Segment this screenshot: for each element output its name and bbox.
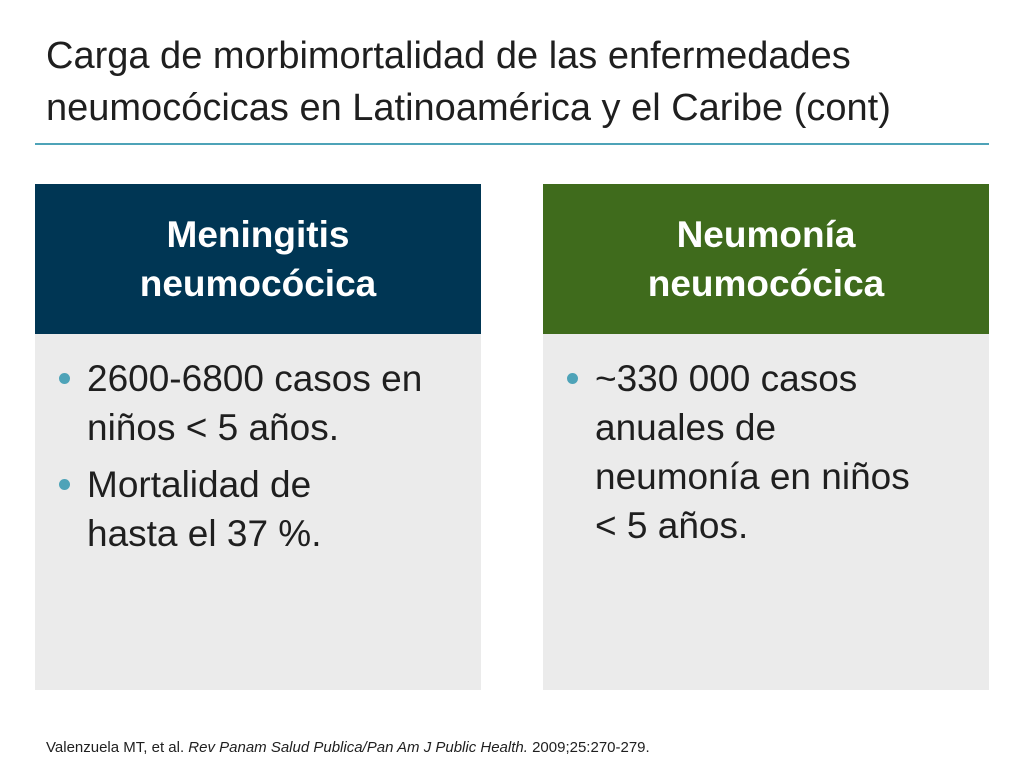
- bullet-text-line: Mortalidad de: [87, 464, 312, 505]
- pneumonia-header-line-1: Neumonía: [676, 214, 856, 255]
- bullet-text-line: ~330 000 casos: [595, 358, 858, 399]
- citation-journal: Rev Panam Salud Publica/Pan Am J Public Health.: [188, 739, 528, 756]
- pneumonia-panel-header: [543, 184, 989, 334]
- pneumonia-panel-body: [543, 334, 989, 550]
- bullet-text-line: 2600-6800 casos en: [87, 358, 423, 399]
- meningitis-header-line-2: neumocócica: [139, 263, 377, 304]
- citation-details: 2009;25:270-279.: [527, 739, 650, 756]
- bullet-item: [59, 354, 461, 452]
- citation-authors: Valenzuela MT, et al.: [46, 739, 189, 756]
- bullet-text: [87, 354, 422, 452]
- bullet-text-line: < 5 años.: [595, 505, 749, 546]
- bullet-text-line: hasta el 37 %.: [87, 513, 322, 554]
- bullet-item: [567, 354, 969, 550]
- bullet-text-line: neumonía en niños: [595, 456, 910, 497]
- pneumonia-header-line-2: neumocócica: [647, 263, 885, 304]
- slide-title-line-1: Carga de morbimortalidad de las enfermedades: [46, 35, 851, 77]
- bullet-text: [595, 354, 910, 550]
- bullet-item: [59, 460, 461, 558]
- slide-title: [46, 30, 996, 134]
- meningitis-panel: [35, 184, 481, 690]
- citation: [46, 738, 650, 758]
- meningitis-panel-body: [35, 334, 481, 558]
- title-divider: [35, 143, 989, 145]
- meningitis-header-line-1: Meningitis: [166, 214, 350, 255]
- bullet-dot-icon: [59, 373, 70, 384]
- bullet-dot-icon: [567, 373, 578, 384]
- pneumonia-panel: [543, 184, 989, 690]
- bullet-text-line: anuales de: [595, 407, 777, 448]
- bullet-text: [87, 460, 321, 558]
- bullet-text-line: niños < 5 años.: [87, 407, 339, 448]
- bullet-dot-icon: [59, 479, 70, 490]
- meningitis-panel-header: [35, 184, 481, 334]
- slide-title-line-2: neumocócicas en Latinoamérica y el Caribe (cont): [46, 87, 891, 129]
